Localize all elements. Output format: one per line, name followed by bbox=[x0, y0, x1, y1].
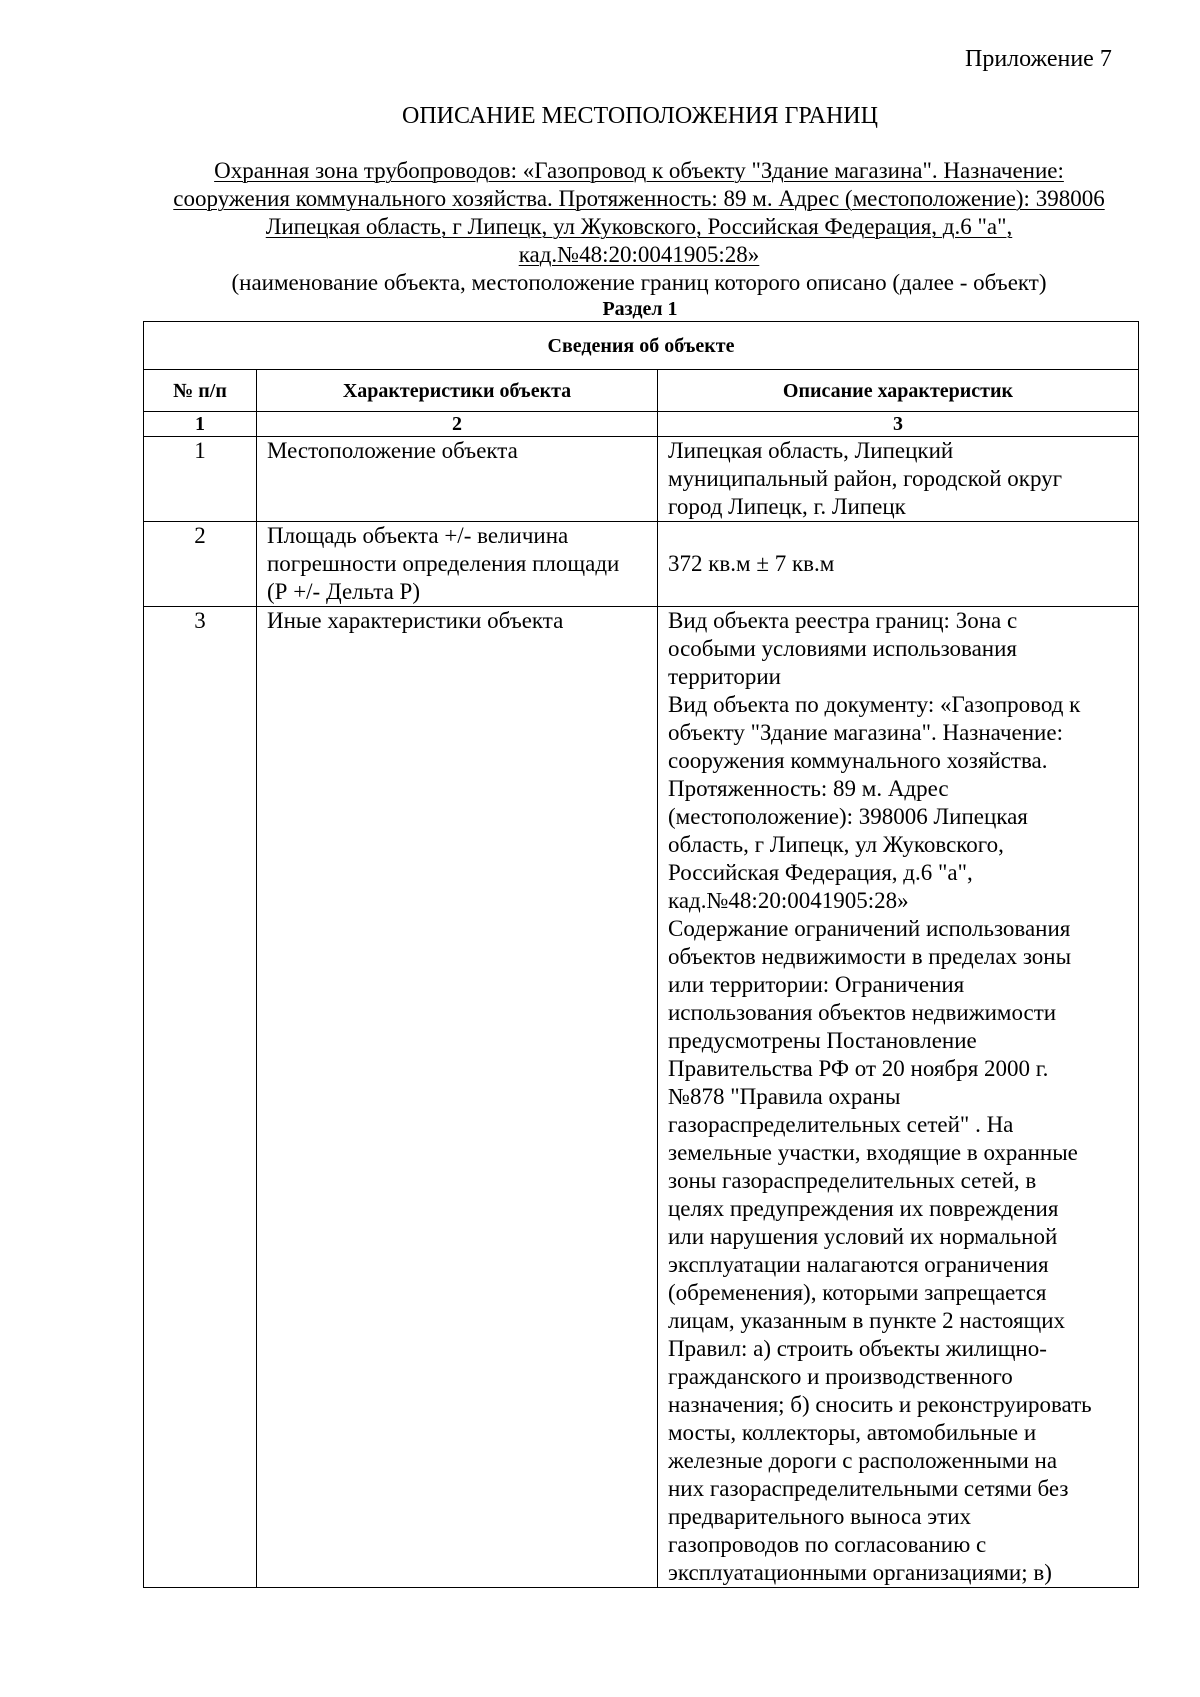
object-caption: (наименование объекта, местоположение границ которого описано (далее - объект) bbox=[231, 270, 1047, 295]
cell-text-line: газораспределительных сетей" . На bbox=[668, 1112, 1014, 1137]
cell-text-line: (местоположение): 398006 Липецкая bbox=[668, 804, 1028, 829]
object-line-3: Липецкая область, г Липецк, ул Жуковского, Российская Федерация, д.6 "а", bbox=[265, 214, 1013, 239]
cell-text-line: область, г Липецк, ул Жуковского, bbox=[668, 832, 1004, 857]
row-description bbox=[658, 607, 1139, 1588]
object-line-4: кад.№48:20:0041905:28» bbox=[518, 242, 760, 267]
column-header-number: № п/п bbox=[144, 370, 257, 412]
cell-text-line: сооружения коммунального хозяйства. bbox=[668, 748, 1048, 773]
cell-text-line: целях предупреждения их повреждения bbox=[668, 1196, 1059, 1221]
cell-text-line: земельные участки, входящие в охранные bbox=[668, 1140, 1078, 1165]
cell-text-line: них газораспределительными сетями без bbox=[668, 1476, 1069, 1501]
row-number: 3 bbox=[144, 607, 257, 1588]
cell-text-line: или территории: Ограничения bbox=[668, 972, 965, 997]
cell-text-line: город Липецк, г. Липецк bbox=[668, 494, 906, 519]
cell-text-line: объекту "Здание магазина". Назначение: bbox=[668, 720, 1063, 745]
table-title: Сведения об объекте bbox=[144, 322, 1139, 370]
cell-text-line: Содержание ограничений использования bbox=[668, 916, 1071, 941]
cell-text-line: Липецкая область, Липецкий bbox=[668, 438, 954, 463]
column-header-characteristic: Характеристики объекта bbox=[257, 370, 658, 412]
cell-text-line: или нарушения условий их нормальной bbox=[668, 1224, 1058, 1249]
cell-text-line: погрешности определения площади bbox=[267, 551, 620, 576]
cell-text-line: территории bbox=[668, 664, 781, 689]
object-line-2: сооружения коммунального хозяйства. Протяженность: 89 м. Адрес (местоположение): 398006 bbox=[173, 186, 1105, 211]
cell-text-line: Иные характеристики объекта bbox=[267, 608, 564, 633]
cell-text-line: №878 "Правила охраны bbox=[668, 1084, 901, 1109]
cell-text-line: объектов недвижимости в пределах зоны bbox=[668, 944, 1072, 969]
column-number-2: 2 bbox=[257, 412, 658, 437]
cell-text-line: предусмотрены Постановление bbox=[668, 1028, 977, 1053]
page-title: ОПИСАНИЕ МЕСТОПОЛОЖЕНИЯ ГРАНИЦ bbox=[402, 103, 878, 129]
object-line-1: Охранная зона трубопроводов: «Газопровод к объекту "Здание магазина". Назначение: bbox=[214, 158, 1064, 183]
cell-text-line: Российская Федерация, д.6 "а", bbox=[668, 860, 973, 885]
cell-text-line: особыми условиями использования bbox=[668, 636, 1017, 661]
cell-text-line: Площадь объекта +/- величина bbox=[267, 523, 569, 548]
cell-text-line: Правил: а) строить объекты жилищно- bbox=[668, 1336, 1047, 1361]
row-characteristic bbox=[257, 437, 658, 522]
cell-text-line: кад.№48:20:0041905:28» bbox=[668, 888, 909, 913]
cell-text-line: Вид объекта реестра границ: Зона с bbox=[668, 608, 1018, 633]
column-number-1: 1 bbox=[144, 412, 257, 437]
table-row bbox=[144, 522, 1139, 607]
object-info-table bbox=[143, 321, 1139, 1588]
cell-text-line: Протяженность: 89 м. Адрес bbox=[668, 776, 949, 801]
row-number: 1 bbox=[144, 437, 257, 522]
cell-text-line: эксплуатационными организациями; в) bbox=[668, 1560, 1052, 1585]
table-row bbox=[144, 607, 1139, 1588]
cell-text-line: Вид объекта по документу: «Газопровод к bbox=[668, 692, 1081, 717]
column-number-3: 3 bbox=[658, 412, 1139, 437]
cell-text-line: зоны газораспределительных сетей, в bbox=[668, 1168, 1037, 1193]
row-description bbox=[658, 522, 1139, 607]
cell-text-line: (обременения), которыми запрещается bbox=[668, 1280, 1047, 1305]
appendix-label: Приложение 7 bbox=[965, 46, 1112, 72]
row-characteristic bbox=[257, 607, 658, 1588]
table-row bbox=[144, 437, 1139, 522]
row-number: 2 bbox=[144, 522, 257, 607]
object-name bbox=[140, 157, 1138, 269]
cell-text-line: эксплуатации налагаются ограничения bbox=[668, 1252, 1049, 1277]
cell-text-line: лицам, указанным в пункте 2 настоящих bbox=[668, 1308, 1066, 1333]
cell-text-line: назначения; б) сносить и реконструировать bbox=[668, 1392, 1092, 1417]
cell-text-line: муниципальный район, городской округ bbox=[668, 466, 1063, 491]
cell-text-line: (Р +/- Дельта Р) bbox=[267, 579, 420, 604]
cell-text-line: гражданского и производственного bbox=[668, 1364, 1013, 1389]
section-heading: Раздел 1 bbox=[602, 298, 678, 320]
column-header-description: Описание характеристик bbox=[658, 370, 1139, 412]
cell-text-line: предварительного выноса этих bbox=[668, 1504, 972, 1529]
row-description bbox=[658, 437, 1139, 522]
cell-text-line: 372 кв.м ± 7 кв.м bbox=[668, 551, 835, 576]
cell-text-line: газопроводов по согласованию с bbox=[668, 1532, 987, 1557]
cell-text-line: железные дороги с расположенными на bbox=[668, 1448, 1058, 1473]
cell-text-line: мосты, коллекторы, автомобильные и bbox=[668, 1420, 1037, 1445]
cell-text-line: Местоположение объекта bbox=[267, 438, 518, 463]
cell-text-line: Правительства РФ от 20 ноября 2000 г. bbox=[668, 1056, 1049, 1081]
row-characteristic bbox=[257, 522, 658, 607]
cell-text-line: использования объектов недвижимости bbox=[668, 1000, 1057, 1025]
